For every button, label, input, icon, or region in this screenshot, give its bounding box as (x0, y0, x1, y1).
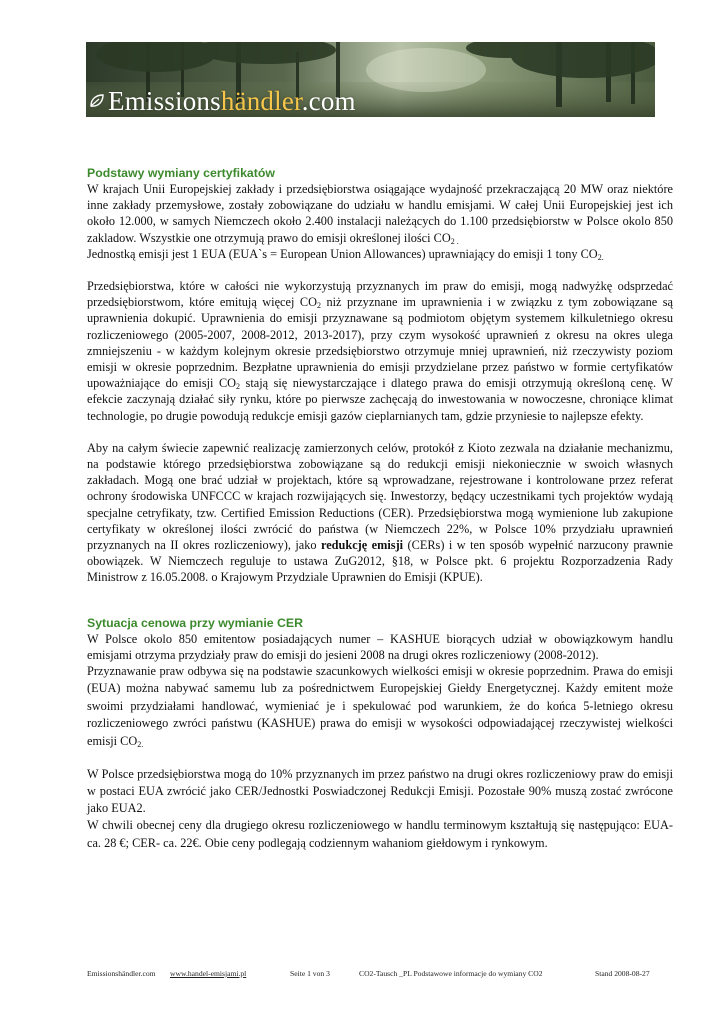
section-title-prices: Sytuacja cenowa przy wymianie CER (87, 615, 303, 630)
leaf-icon (88, 92, 106, 110)
paragraph-cer-return: W Polsce przedsiębiorstwa mogą do 10% przyznanych im przez państwo na drugi okres rozliczeniowy praw do emisji w postaci EUA zwrócić jako CER/Jednostki Poswiadczonej Redukcji Emisji. Pozostałe 90% muszą zostać zwrócone jako EUA2. (87, 767, 673, 816)
paragraph-eu-installations: W krajach Unii Europejskiej zakłady i przedsiębiorstwa osiągające wydajność przekraczającą 20 MW oraz niektóre inne zakłady przemysłowe, zostały zobowiązane do udziału w handlu emisjami. W całej Unii Europejskiej jest ich około 12.000, w samych Niemczech około 2.400 instalacji należących do 1.100 przedsiębiorstw w Polsce okolo 850 zakladow. Wszystkie one otrzymują prawo do emisji określonej ilości $CO_{2 .}$ (87, 182, 673, 246)
brand-logo[interactable] (108, 86, 356, 117)
footer-page-number: Seite 1 von 3 (290, 969, 330, 978)
footer-document-title: CO2-Tausch _PL Podstawowe informacje do wymiany CO2 (359, 969, 543, 978)
brand-suffix: .com (301, 86, 356, 116)
document-body (87, 166, 673, 852)
paragraph-allocation: Przyznawanie praw odbywa się na podstawie szacunkowych wielkości emisji w okresie poprzednim. Prawa do emisji (EUA) można nabywać samemu lub za pośrednictwem Europejskiej Giełdy Energetycznej. Każdy emitent może swoimi przydziałami handlować, wymieniać je i spekulować pod warunkiem, że do końca 5-letniego okresu rozliczeniowego zwróci państwu (KASHUE) prawa do emisji w wysokości odpowiadającej rzeczywistej wielkości emisji $CO_{2.}$ (87, 664, 673, 749)
footer-link[interactable]: www.handel-emisjami.pl (170, 969, 247, 978)
paragraph-kyoto-cer: Aby na całym świecie zapewnić realizację zamierzonych celów, protokół z Kioto zezwala na działanie mechanizmu, na podstawie którego przedsiębiorstwa zobowiązane są do redukcji emisji niekoniecznie w swoich własnych zakładach. Mogą one brać udział w projektach, które są wprowadzane, rejestrowane i kontrolowane przez referat ochrony środowiska UNFCCC w krajach rozwijających się. Inwestorzy, będący uczestnikami tych projektów wydają specjalne cetryfikaty, tzw. Certified Emission Reductions (CER). Przedsiębiorstwa mogą wymienione lub zakupione certyfikaty w określonej ilości zwrócić do państwa (w Niemczech 22%, w Polsce 10% przydziału uprawnień przyznanych na II okres rozliczeniowy), jako redukcję emisji (CERs) i w ten sposób wypełnić narzucony prawnie obowiązek. W Niemczech reguluje to ustawa ZuG2012, §18, w Polsce pkt. 6 projektu Rozporzadzenia Rady Ministrow z 16.05.2008. o Krajowym Przydziale Uprawnien do Emisji (KPUE). (87, 440, 673, 585)
footer-site: Emissionshändler.com (87, 969, 156, 978)
brand-highlight: händler (220, 86, 302, 116)
paragraph-poland-emitters: W Polsce okolo 850 emitentow posiadających numer – KASHUE biorących udział w obowiązkowym handlu emisjami otrzyma przydziały praw do emisji do jesieni 2008 na drugi okres rozliczeniowy (2008-2012). (87, 631, 673, 662)
section-title-basics: Podstawy wymiany certyfikatów (87, 166, 275, 180)
paragraph-eua-unit: Jednostką emisji jest 1 EUA (EUA`s = European Union Allowances) uprawniający do emisji 1 tony $CO_{2.}$ (87, 246, 604, 262)
header-banner (86, 42, 655, 117)
footer-date: Stand 2008-08-27 (595, 969, 650, 978)
paragraph-trading-surplus: Przedsiębiorstwa, które w całości nie wykorzystują przyznanych im praw do emisji, mogą nadwyżkę odsprzedać przedsiębiorstwom, które emitują więcej $CO_2$ niż przyznane im uprawnienia i w związku z tym zobowiązane są uprawnienia dokupić. Uprawnienia do emisji przyznawane są podmiotom objętym systemem kilkuletniego okresu rozliczeniowego (2005-2007, 2008-2012, 2013-2017), przy czym wysokość uprawnień z okresu na okres ulega zmniejszeniu - w każdym kolejnym okresie przedsiębiorstwo otrzymuje mniej uprawnień, niż rzeczywisty poziom emisji w okresie poprzednim. Bezpłatne uprawnienia do emisji przydzielane przez państwo w formie certyfikatów upoważniające do emisji $CO_2$ stają się niewystarczające i dlatego prawa do emisji otrzymują określoną cenę. W efekcie zaczynają działać siły rynku, które po pierwsze zachęcają do inwestowania w nowoczesne, chroniące klimat technologie, po drugie powodują redukcje emisji gazów cieplarnianych tam, gdzie przyniesie to najlepsze efekty. (87, 279, 673, 423)
paragraph-current-prices: W chwili obecnej ceny dla drugiego okresu rozliczeniowego w handlu terminowym kształtują się następująco: EUA- ca. 28 €; CER- ca. 22€. Obie ceny podlegają codziennym wahaniom giełdowym i rynkowym. (87, 818, 673, 850)
brand-prefix: Emissions (108, 86, 221, 116)
